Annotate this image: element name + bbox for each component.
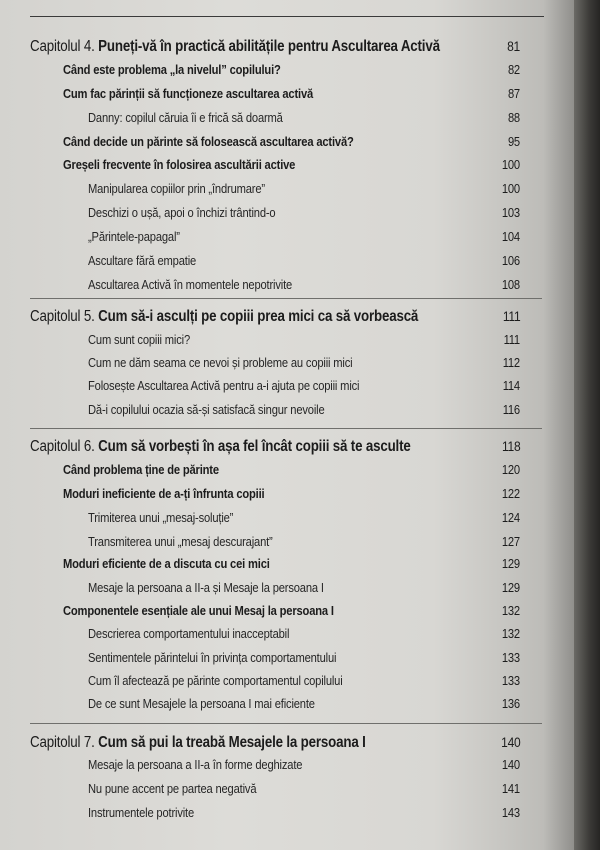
entry-page-number: 116 [502,402,520,417]
entry-title: Când decide un părinte să folosească ascultarea activă? [63,134,354,149]
entry-page-number: 88 [508,110,520,125]
entry-title: Cum fac părinții să funcționeze ascultarea activă [63,86,314,101]
toc-subsection-entry [0,402,578,426]
entry-page-number: 111 [503,332,520,347]
entry-page-number: 141 [502,781,520,796]
entry-title: Descrierea comportamentului inacceptabil [88,626,290,641]
toc-subsection-entry [0,110,578,134]
entry-page-number: 114 [502,378,520,393]
entry-page-number: 103 [502,205,520,220]
toc-subsection-entry [0,510,578,534]
toc-subsection-entry [0,534,578,558]
toc-subsection-entry [0,781,578,805]
chapter-separator [30,428,542,429]
entry-title: Dă-i copilului ocazia să-și satisfacă singur nevoile [88,402,325,417]
entry-title: De ce sunt Mesajele la persoana I mai eficiente [88,696,315,711]
entry-page-number: 127 [502,534,520,549]
entry-page-number: 100 [502,157,520,172]
entry-title: Moduri ineficiente de a-ți înfrunta copiii [63,486,265,501]
toc-chapter-heading [0,438,578,462]
toc-section-entry [0,86,578,110]
entry-title: Instrumentele potrivite [88,805,195,820]
entry-page-number: 120 [502,462,520,477]
entry-title: Cum sunt copiii mici? [88,332,191,347]
chapter-separator [30,723,542,724]
entry-page-number: 143 [502,805,520,820]
chapter-title: Puneți-vă în practică abilitățile pentru Ascultarea Activă [98,38,440,55]
chapter-page-number: 118 [501,438,520,454]
entry-page-number: 132 [502,626,520,641]
entry-title: Transmiterea unui „mesaj descurajant” [88,534,273,549]
page-gutter-shadow [574,0,600,850]
chapter-page-number: 111 [502,308,520,324]
toc-subsection-entry [0,696,578,720]
entry-page-number: 124 [502,510,520,525]
toc-section-entry [0,486,578,510]
chapter-page-number: 140 [500,734,520,750]
entry-title: Mesaje la persoana a II-a și Mesaje la persoana I [88,580,324,595]
chapter-heading-text [30,438,411,456]
entry-title: Trimiterea unui „mesaj-soluție” [88,510,234,525]
toc-subsection-entry [0,229,578,253]
entry-page-number: 133 [502,650,520,665]
toc-section-entry [0,157,578,181]
entry-title: Cum îl afectează pe părinte comportamentul copilului [88,673,343,688]
entry-title: Când este problema „la nivelul” copilului? [63,62,281,77]
entry-title: Sentimentele părintelui în privința comportamentului [88,650,337,665]
top-rule [30,16,544,17]
toc-chapter-heading [0,734,578,758]
toc-subsection-entry [0,253,578,277]
chapter-heading-text [30,308,418,326]
chapter-title: Cum să-i asculți pe copiii prea mici ca să vorbească [98,308,419,325]
entry-page-number: 104 [502,229,520,244]
chapter-label: Capitolul 4. [30,38,95,55]
chapter-heading-text [30,734,366,752]
entry-title: Moduri eficiente de a discuta cu cei mici [63,556,270,571]
toc-subsection-entry [0,181,578,205]
entry-title: Manipularea copiilor prin „îndrumare” [88,181,265,196]
entry-page-number: 133 [502,673,520,688]
toc-section-entry [0,134,578,158]
toc-subsection-entry [0,332,578,356]
entry-title: Când problema ține de părinte [63,462,219,477]
toc-section-entry [0,62,578,86]
entry-page-number: 140 [502,757,520,772]
chapter-title: Cum să pui la treabă Mesajele la persoana I [98,734,366,751]
entry-title: Danny: copilul căruia îi e frică să doarmă [88,110,283,125]
entry-page-number: 82 [508,62,520,77]
entry-page-number: 132 [502,603,520,618]
toc-section-entry [0,603,578,627]
entry-title: Cum ne dăm seama ce nevoi și probleme au copiii mici [88,355,353,370]
toc-subsection-entry [0,626,578,650]
toc-section-entry [0,556,578,580]
entry-title: Componentele esențiale ale unui Mesaj la persoana I [63,603,334,618]
entry-page-number: 136 [502,696,520,711]
chapter-label: Capitolul 7. [30,734,95,751]
toc-chapter-heading [0,38,578,62]
toc-subsection-entry [0,355,578,379]
entry-page-number: 112 [502,355,520,370]
toc-subsection-entry [0,757,578,781]
entry-page-number: 87 [508,86,520,101]
entry-page-number: 129 [502,580,520,595]
toc-section-entry [0,462,578,486]
entry-page-number: 100 [502,181,520,196]
chapter-page-number: 81 [507,38,520,54]
toc-subsection-entry [0,673,578,697]
toc-subsection-entry [0,650,578,674]
entry-page-number: 95 [508,134,520,149]
toc-subsection-entry [0,205,578,229]
entry-title: „Părintele-papagal” [88,229,180,244]
entry-page-number: 108 [502,277,520,292]
entry-page-number: 129 [502,556,520,571]
chapter-label: Capitolul 6. [30,438,95,455]
entry-title: Ascultarea Activă în momentele nepotrivite [88,277,293,292]
chapter-heading-text [30,38,440,56]
chapter-separator [30,298,542,299]
entry-page-number: 122 [502,486,520,501]
toc-subsection-entry [0,378,578,402]
toc-subsection-entry [0,580,578,604]
entry-title: Greșeli frecvente în folosirea ascultării active [63,157,296,172]
entry-title: Nu pune accent pe partea negativă [88,781,257,796]
chapter-title: Cum să vorbești în așa fel încât copiii să te asculte [98,438,411,455]
entry-title: Ascultare fără empatie [88,253,197,268]
entry-title: Mesaje la persoana a II-a în forme deghizate [88,757,303,772]
toc-chapter-heading [0,308,578,332]
toc-subsection-entry [0,805,578,829]
entry-title: Deschizi o ușă, apoi o închizi trântind-o [88,205,276,220]
chapter-label: Capitolul 5. [30,308,95,325]
entry-page-number: 106 [502,253,520,268]
entry-title: Folosește Ascultarea Activă pentru a-i ajuta pe copiii mici [88,378,360,393]
